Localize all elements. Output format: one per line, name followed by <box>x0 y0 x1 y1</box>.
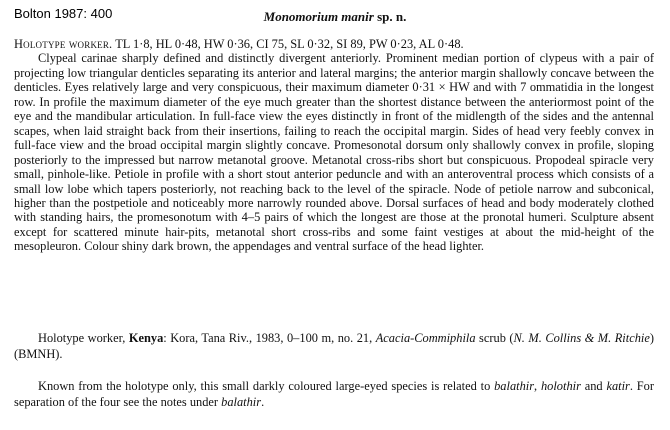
material-habitat: Acacia-Commiphila <box>375 331 476 345</box>
material-locality: : Kora, Tana Riv., 1983, 0–100 m, no. 21, <box>163 331 376 345</box>
material-depository: ) (BMNH). <box>14 331 654 361</box>
holotype-measurements-line <box>14 37 654 51</box>
notes-part1: Known from the holotype only, this small darkly coloured large-eyed species is related to <box>38 379 495 393</box>
material-habitat-suffix: scrub ( <box>475 331 514 345</box>
description-block <box>14 37 654 254</box>
description-paragraph: Clypeal carinae sharply defined and distinctly divergent anteriorly. Prominent median portion of clypeus with a pair of projecting low triangular denticles separating its anterior and lateral margins; the anterior margin shallowly concave between the denticles. Eyes relatively large and very conspicuous, their maximum diameter 0·31 × HW and with 7 ommatidia in the longest row. In profile the maximum diameter of the eye much greater than the shortest distance between the anteriormost point of the eye and the mandibular articulation. In full-face view the eyes distinctly in front of the midlength of the sides and the antennal scapes, when laid straight back from their insertions, failing to reach the occipital margin. Sides of head very feebly convex in full-face view and the broad occipital margin slightly concave. Promesonotal dorsum only shallowly convex in profile, sloping posteriorly to the impressed but narrow metanotal groove. Metanotal cross-ribs short but conspicuous. Propodeal spiracle very small, pinhole-like. Petiole in profile with a short stout anterior peduncle and with an anteroventral process which consists of a small low lobe which tapers posteriorly, not reaching back to the level of the spiracle. Node of petiole narrow and subconical, higher than the postpetiole and noticeably more narrowly rounded above. Dorsal surfaces of head and body moderately clothed with standing hairs, the promesonotum with 4–5 pairs of which the longest are those at the pronotal humeri. Sculpture absent except for scattered minute hair-pits, metanotal short cross-ribs and some faint vestiges at about the mid-height of the mesopleuron. Colour shiny dark brown, the appendages and ventral surface of the head lighter. <box>14 51 654 254</box>
notes-sep-1: , <box>534 379 541 393</box>
notes-species-1: balathir <box>494 379 535 393</box>
citation-label: Bolton 1987: 400 <box>14 6 113 21</box>
material-country: Kenya <box>128 331 164 345</box>
notes-paragraph <box>14 378 654 410</box>
measurements-text: TL 1·8, HL 0·48, HW 0·36, CI 75, SL 0·32, SI 89, PW 0·23, AL 0·48. <box>115 37 464 51</box>
material-examined <box>14 330 654 362</box>
species-status: sp. n. <box>377 9 407 24</box>
notes-species-2: holothir <box>540 379 581 393</box>
notes-species-3: katir <box>606 379 630 393</box>
notes-species-4: balathir <box>221 395 262 409</box>
notes-end: . <box>261 395 265 409</box>
notes-part2: . For separation of the four see the notes under <box>14 379 654 409</box>
species-title <box>0 9 670 25</box>
species-name: Monomorium manir <box>263 9 374 24</box>
material-collectors: N. M. Collins & M. Ritchie <box>513 331 650 345</box>
holotype-label: Holotype worker. <box>14 37 113 51</box>
notes-sep-2: and <box>580 379 607 393</box>
material-prefix: Holotype worker, <box>38 331 129 345</box>
